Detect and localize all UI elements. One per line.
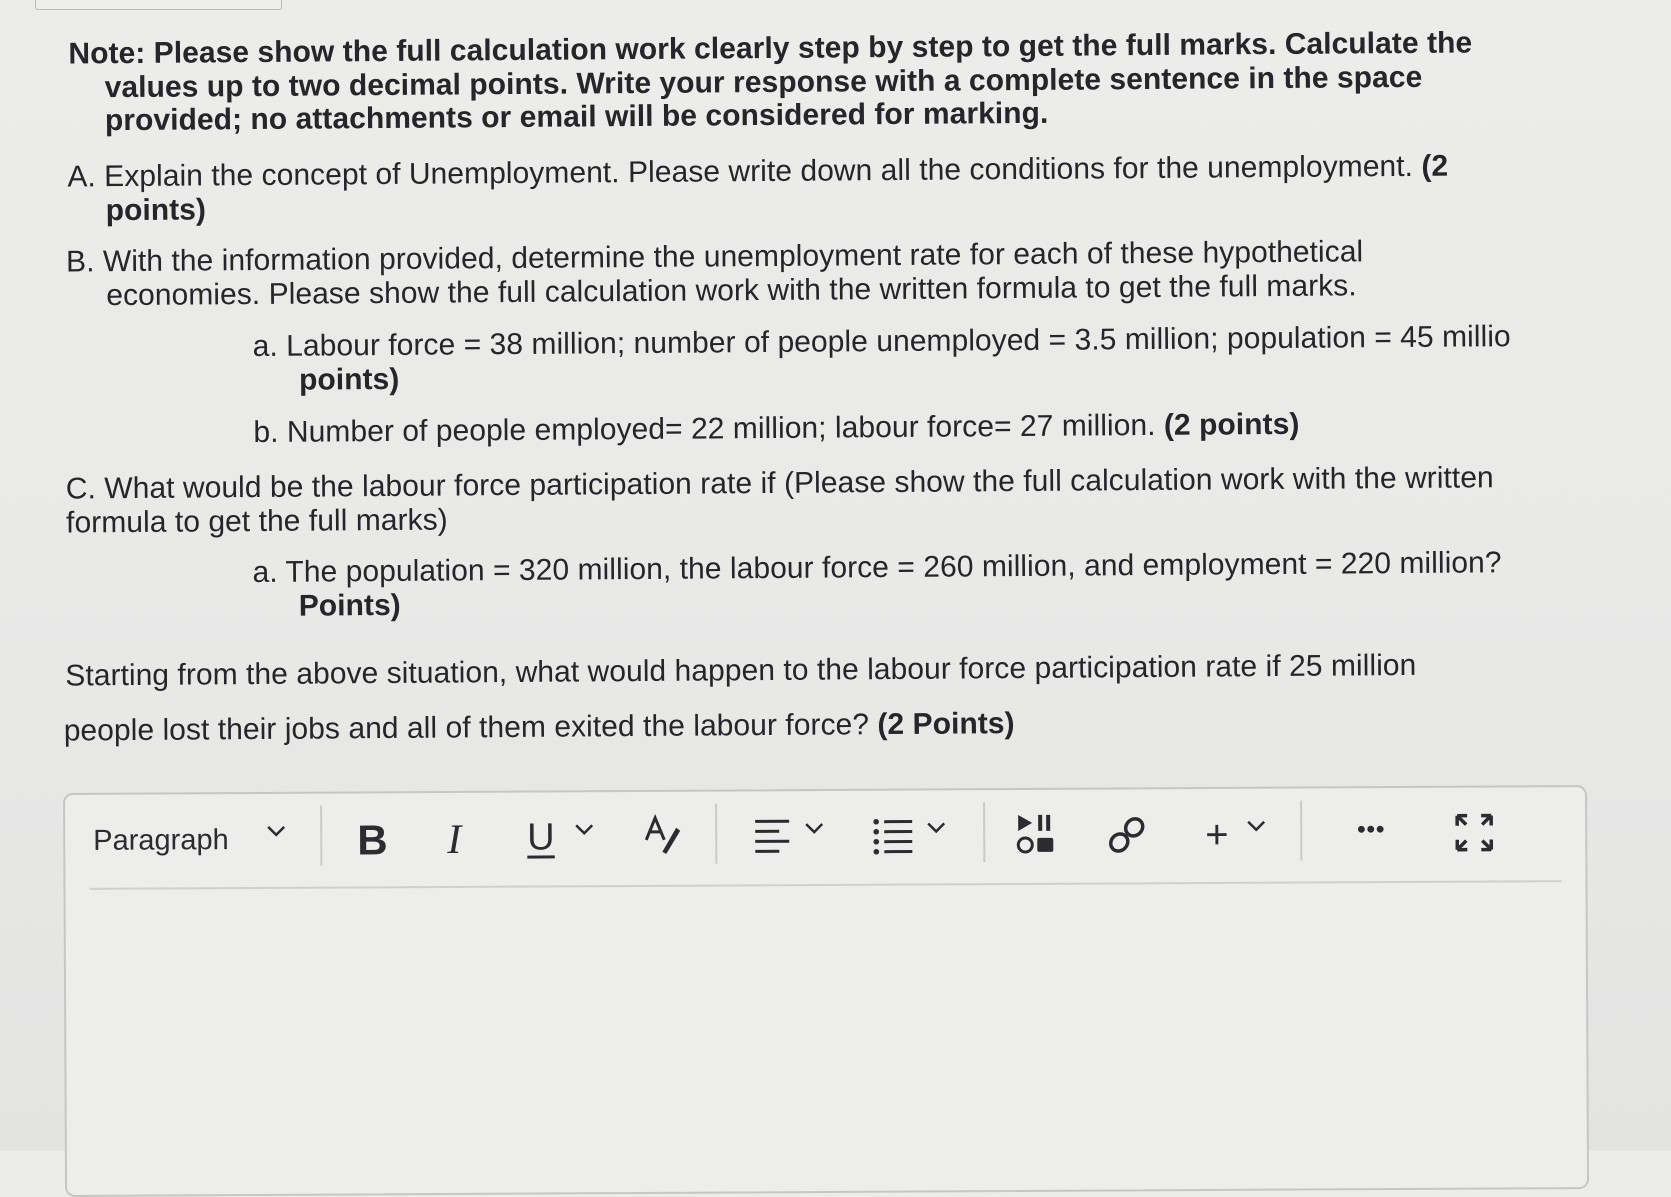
part-b-item-b [253,410,1299,448]
followup-points: (2 Points) [877,707,1014,741]
italic-button[interactable]: I [447,819,461,861]
insert-button[interactable]: + [1205,815,1229,855]
align-chevron-down-icon[interactable] [803,821,825,835]
followup-text: people lost their jobs and all of them exited the labour force? [64,708,878,747]
toolbar-divider [715,804,717,864]
text-style-icon[interactable] [642,814,684,858]
toolbar-divider [983,802,985,862]
chevron-down-icon[interactable] [265,824,287,838]
part-b-line-1: B. With the information provided, determine the unemployment rate for each of these hypothetical [66,237,1363,277]
note-line-2: values up to two decimal points. Write your response with a complete sentence in the space [105,63,1423,103]
part-c-line-2: formula to get the full marks) [66,505,448,538]
fullscreen-icon[interactable] [1453,812,1495,854]
part-a-points-start: (2 [1421,150,1448,183]
followup-line-2 [64,709,1015,746]
part-b-item-a-points: points) [299,365,400,396]
underline-chevron-down-icon[interactable] [573,822,595,836]
list-chevron-down-icon[interactable] [925,820,947,834]
part-a-points-end: points) [106,195,207,226]
part-b-line-2: economies. Please show the full calculation work with the written formula to get the full marks. [106,271,1357,311]
list-icon[interactable] [872,817,914,855]
align-icon[interactable] [753,817,793,853]
part-a-text: A. Explain the concept of Unemployment. Please write down all the conditions for the unemployment. [67,150,1421,194]
rich-text-editor [63,785,1589,1197]
bold-button[interactable]: B [357,819,388,861]
note-line-3: provided; no attachments or email will be considered for marking. [105,99,1049,136]
note-line-1: Note: Please show the full calculation work clearly step by step to get the full marks. Calculate the [68,28,1472,69]
part-b-item-b-text: b. Number of people employed= 22 million; labour force= 27 million. [253,409,1164,449]
toolbar-divider [320,806,322,866]
part-c-item-a: a. The population = 320 million, the labour force = 260 million, and employment = 220 million? [252,548,1501,588]
editor-content-area[interactable] [90,887,1563,1185]
more-options-button[interactable]: ••• [1357,818,1385,842]
link-icon[interactable] [1105,813,1149,857]
part-b-item-a: a. Labour force = 38 million; number of people unemployed = 3.5 million; population = 45 millio [253,322,1511,362]
paragraph-format-dropdown[interactable]: Paragraph [93,826,229,856]
media-icon[interactable] [1015,812,1059,856]
toolbar-divider [1300,801,1302,861]
part-c-item-a-points: Points) [299,591,401,622]
followup-line-1: Starting from the above situation, what would happen to the labour force participation rate if 25 million [65,651,1416,692]
insert-chevron-down-icon[interactable] [1245,819,1267,833]
part-c-line-1: C. What would be the labour force participation rate if (Please show the full calculation work with the written [66,463,1494,504]
part-b-item-b-points: (2 points) [1164,408,1300,442]
part-a-line-1 [67,152,1448,193]
underline-button[interactable]: U [527,818,555,856]
